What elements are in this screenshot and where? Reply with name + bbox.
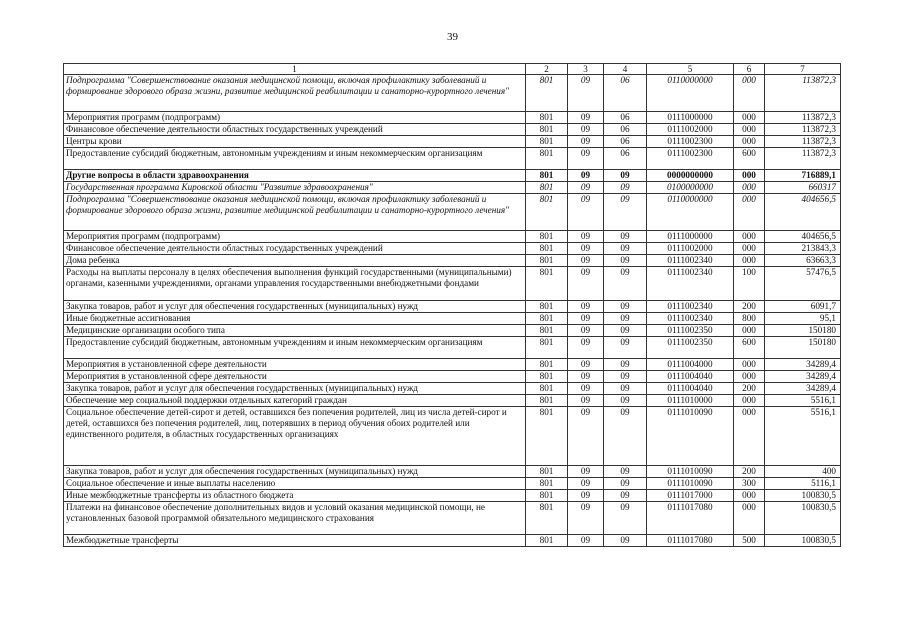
row-code-cell: 801 — [526, 301, 568, 313]
row-expense-type-cell: 000 — [734, 490, 765, 502]
row-expense-type-cell: 000 — [734, 325, 765, 337]
table-row — [64, 371, 841, 383]
row-target-article-cell: 0111010090 — [647, 407, 734, 466]
row-name-cell: Обеспечение мер социальной поддержки отдельных категорий граждан — [64, 395, 526, 407]
row-amount-cell: 113872,3 — [765, 75, 841, 112]
row-subsection-cell: 09 — [604, 325, 647, 337]
row-target-article-cell: 0111004000 — [647, 359, 734, 371]
table-row — [64, 337, 841, 359]
row-code-cell: 801 — [526, 313, 568, 325]
row-amount-cell: 213843,3 — [765, 243, 841, 255]
table-row — [64, 535, 841, 547]
table-row — [64, 490, 841, 502]
row-section-cell: 09 — [568, 124, 604, 136]
row-amount-cell: 660317 — [765, 182, 841, 194]
row-section-cell: 09 — [568, 383, 604, 395]
row-subsection-cell: 09 — [604, 267, 647, 301]
row-amount-cell: 113872,3 — [765, 136, 841, 148]
row-code-cell: 801 — [526, 466, 568, 478]
row-code-cell: 801 — [526, 194, 568, 231]
row-expense-type-cell: 000 — [734, 395, 765, 407]
row-section-cell: 09 — [568, 301, 604, 313]
budget-table — [63, 63, 841, 547]
row-code-cell: 801 — [526, 243, 568, 255]
row-subsection-cell: 09 — [604, 243, 647, 255]
row-amount-cell: 34289,4 — [765, 359, 841, 371]
table-row — [64, 301, 841, 313]
row-section-cell: 09 — [568, 313, 604, 325]
row-name-cell: Финансовое обеспечение деятельности областных государственных учреждений — [64, 243, 526, 255]
table-row — [64, 383, 841, 395]
table-row — [64, 502, 841, 535]
row-amount-cell: 57476,5 — [765, 267, 841, 301]
row-subsection-cell: 09 — [604, 194, 647, 231]
row-name-cell: Подпрограмма "Совершенствование оказания медицинской помощи, включая профилактику заболеваний и формирование здорового образа жизни, развитие медицинской реабилитации и санаторно-курортного лечения" — [64, 194, 526, 231]
table-row — [64, 231, 841, 243]
row-name-cell: Закупка товаров, работ и услуг для обеспечения государственных (муниципальных) нужд — [64, 383, 526, 395]
row-section-cell: 09 — [568, 243, 604, 255]
row-expense-type-cell: 100 — [734, 267, 765, 301]
row-subsection-cell: 09 — [604, 301, 647, 313]
row-name-cell: Другие вопросы в области здравоохранения — [64, 170, 526, 182]
table-row — [64, 325, 841, 337]
column-header: 4 — [604, 64, 647, 75]
row-name-cell: Иные бюджетные ассигнования — [64, 313, 526, 325]
row-expense-type-cell: 000 — [734, 194, 765, 231]
row-section-cell: 09 — [568, 231, 604, 243]
column-header: 1 — [64, 64, 526, 75]
row-target-article-cell: 0111002350 — [647, 325, 734, 337]
row-code-cell: 801 — [526, 255, 568, 267]
table-row — [64, 182, 841, 194]
row-name-cell: Мероприятия в установленной сфере деятельности — [64, 371, 526, 383]
row-target-article-cell: 0110000000 — [647, 194, 734, 231]
row-amount-cell: 113872,3 — [765, 124, 841, 136]
row-code-cell: 801 — [526, 407, 568, 466]
row-subsection-cell: 06 — [604, 124, 647, 136]
row-subsection-cell: 09 — [604, 407, 647, 466]
row-section-cell: 09 — [568, 75, 604, 112]
table-row — [64, 170, 841, 182]
row-amount-cell: 5516,1 — [765, 407, 841, 466]
row-subsection-cell: 06 — [604, 136, 647, 148]
row-name-cell: Закупка товаров, работ и услуг для обеспечения государственных (муниципальных) нужд — [64, 466, 526, 478]
row-code-cell: 801 — [526, 182, 568, 194]
table-row — [64, 255, 841, 267]
row-section-cell: 09 — [568, 337, 604, 359]
row-name-cell: Подпрограмма "Совершенствование оказания медицинской помощи, включая профилактику заболеваний и формирование здорового образа жизни, развитие медицинской реабилитации и санаторно-курортного лечения" — [64, 75, 526, 112]
row-subsection-cell: 09 — [604, 313, 647, 325]
row-code-cell: 801 — [526, 170, 568, 182]
row-section-cell: 09 — [568, 182, 604, 194]
row-target-article-cell: 0111017080 — [647, 535, 734, 547]
table-row — [64, 243, 841, 255]
row-code-cell: 801 — [526, 148, 568, 170]
row-target-article-cell: 0111002300 — [647, 148, 734, 170]
table-row — [64, 194, 841, 231]
row-section-cell: 09 — [568, 255, 604, 267]
row-name-cell: Мероприятия программ (подпрограмм) — [64, 112, 526, 124]
row-amount-cell: 113872,3 — [765, 148, 841, 170]
table-row — [64, 136, 841, 148]
row-code-cell: 801 — [526, 383, 568, 395]
row-amount-cell: 5516,1 — [765, 395, 841, 407]
row-target-article-cell: 0111002350 — [647, 337, 734, 359]
row-code-cell: 801 — [526, 490, 568, 502]
row-section-cell: 09 — [568, 407, 604, 466]
row-amount-cell: 63663,3 — [765, 255, 841, 267]
row-name-cell: Расходы на выплаты персоналу в целях обеспечения выполнения функций государственными (муниципальными) органами, казенными учреждениями, органами управления государственными внебюджетными фондами — [64, 267, 526, 301]
row-name-cell: Социальное обеспечение детей-сирот и детей, оставшихся без попечения родителей, лиц из числа детей-сирот и детей, оставшихся без попечения родителей, лиц, потерявших в период обучения обоих родителей или единственного родителя, в областных государственных организациях — [64, 407, 526, 466]
row-target-article-cell: 0111000000 — [647, 112, 734, 124]
row-target-article-cell: 0110000000 — [647, 75, 734, 112]
row-expense-type-cell: 300 — [734, 478, 765, 490]
column-header: 2 — [526, 64, 568, 75]
row-section-cell: 09 — [568, 325, 604, 337]
table-row — [64, 466, 841, 478]
row-code-cell: 801 — [526, 502, 568, 535]
row-section-cell: 09 — [568, 136, 604, 148]
row-name-cell: Государственная программа Кировской области "Развитие здравоохранения" — [64, 182, 526, 194]
row-section-cell: 09 — [568, 466, 604, 478]
row-expense-type-cell: 800 — [734, 313, 765, 325]
table-row — [64, 395, 841, 407]
row-amount-cell: 5116,1 — [765, 478, 841, 490]
row-subsection-cell: 09 — [604, 502, 647, 535]
row-target-article-cell: 0111010000 — [647, 395, 734, 407]
row-subsection-cell: 09 — [604, 466, 647, 478]
row-amount-cell: 6091,7 — [765, 301, 841, 313]
row-expense-type-cell: 000 — [734, 359, 765, 371]
table-row — [64, 407, 841, 466]
row-name-cell: Мероприятия программ (подпрограмм) — [64, 231, 526, 243]
row-expense-type-cell: 000 — [734, 255, 765, 267]
row-section-cell: 09 — [568, 267, 604, 301]
row-target-article-cell: 0111002340 — [647, 301, 734, 313]
row-name-cell: Иные межбюджетные трансферты из областного бюджета — [64, 490, 526, 502]
row-subsection-cell: 09 — [604, 383, 647, 395]
table-row — [64, 267, 841, 301]
table-header-row — [64, 64, 841, 75]
row-subsection-cell: 06 — [604, 148, 647, 170]
row-name-cell: Центры крови — [64, 136, 526, 148]
row-target-article-cell: 0111010090 — [647, 466, 734, 478]
row-target-article-cell: 0111002340 — [647, 267, 734, 301]
row-code-cell: 801 — [526, 75, 568, 112]
row-target-article-cell: 0111002000 — [647, 124, 734, 136]
row-target-article-cell: 0111004040 — [647, 383, 734, 395]
column-header: 6 — [734, 64, 765, 75]
table-row — [64, 478, 841, 490]
row-target-article-cell: 0111010090 — [647, 478, 734, 490]
row-subsection-cell: 09 — [604, 255, 647, 267]
row-target-article-cell: 0111017000 — [647, 490, 734, 502]
row-subsection-cell: 06 — [604, 112, 647, 124]
row-amount-cell: 716889,1 — [765, 170, 841, 182]
row-expense-type-cell: 000 — [734, 502, 765, 535]
row-subsection-cell: 09 — [604, 182, 647, 194]
row-name-cell: Закупка товаров, работ и услуг для обеспечения государственных (муниципальных) нужд — [64, 301, 526, 313]
row-code-cell: 801 — [526, 136, 568, 148]
column-header: 7 — [765, 64, 841, 75]
row-subsection-cell: 09 — [604, 490, 647, 502]
row-code-cell: 801 — [526, 337, 568, 359]
row-code-cell: 801 — [526, 124, 568, 136]
row-code-cell: 801 — [526, 231, 568, 243]
row-section-cell: 09 — [568, 478, 604, 490]
row-amount-cell: 404656,5 — [765, 194, 841, 231]
row-target-article-cell: 0000000000 — [647, 170, 734, 182]
table-row — [64, 124, 841, 136]
row-amount-cell: 404656,5 — [765, 231, 841, 243]
row-name-cell: Предоставление субсидий бюджетным, автономным учреждениям и иным некоммерческим организациям — [64, 148, 526, 170]
row-amount-cell: 150180 — [765, 325, 841, 337]
row-expense-type-cell: 600 — [734, 337, 765, 359]
row-expense-type-cell: 000 — [734, 231, 765, 243]
row-subsection-cell: 09 — [604, 170, 647, 182]
table-row — [64, 112, 841, 124]
row-code-cell: 801 — [526, 267, 568, 301]
row-subsection-cell: 09 — [604, 535, 647, 547]
row-expense-type-cell: 000 — [734, 112, 765, 124]
table-row — [64, 313, 841, 325]
table-row — [64, 75, 841, 112]
row-target-article-cell: 0111002340 — [647, 255, 734, 267]
row-expense-type-cell: 000 — [734, 136, 765, 148]
table-row — [64, 359, 841, 371]
row-subsection-cell: 09 — [604, 371, 647, 383]
row-subsection-cell: 09 — [604, 478, 647, 490]
row-expense-type-cell: 000 — [734, 170, 765, 182]
row-name-cell: Предоставление субсидий бюджетным, автономным учреждениям и иным некоммерческим организациям — [64, 337, 526, 359]
row-expense-type-cell: 200 — [734, 466, 765, 478]
row-name-cell: Межбюджетные трансферты — [64, 535, 526, 547]
table-row — [64, 148, 841, 170]
row-amount-cell: 100830,5 — [765, 490, 841, 502]
row-expense-type-cell: 000 — [734, 371, 765, 383]
row-section-cell: 09 — [568, 502, 604, 535]
row-subsection-cell: 09 — [604, 395, 647, 407]
row-target-article-cell: 0111002340 — [647, 313, 734, 325]
row-expense-type-cell: 600 — [734, 148, 765, 170]
row-name-cell: Дома ребенка — [64, 255, 526, 267]
column-header: 5 — [647, 64, 734, 75]
row-amount-cell: 113872,3 — [765, 112, 841, 124]
row-section-cell: 09 — [568, 395, 604, 407]
row-section-cell: 09 — [568, 371, 604, 383]
row-section-cell: 09 — [568, 170, 604, 182]
row-target-article-cell: 0111002300 — [647, 136, 734, 148]
row-section-cell: 09 — [568, 535, 604, 547]
row-expense-type-cell: 500 — [734, 535, 765, 547]
row-name-cell: Социальное обеспечение и иные выплаты населению — [64, 478, 526, 490]
row-amount-cell: 400 — [765, 466, 841, 478]
row-amount-cell: 100830,5 — [765, 535, 841, 547]
row-code-cell: 801 — [526, 359, 568, 371]
row-name-cell: Платежи на финансовое обеспечение дополнительных видов и условий оказания медицинской помощи, не установленных базовой программой обязательного медицинского страхования — [64, 502, 526, 535]
row-name-cell: Финансовое обеспечение деятельности областных государственных учреждений — [64, 124, 526, 136]
row-section-cell: 09 — [568, 490, 604, 502]
row-code-cell: 801 — [526, 112, 568, 124]
row-name-cell: Медицинские организации особого типа — [64, 325, 526, 337]
row-code-cell: 801 — [526, 535, 568, 547]
row-expense-type-cell: 000 — [734, 243, 765, 255]
page-number: 39 — [447, 31, 458, 43]
column-header: 3 — [568, 64, 604, 75]
row-section-cell: 09 — [568, 148, 604, 170]
row-subsection-cell: 09 — [604, 231, 647, 243]
row-code-cell: 801 — [526, 325, 568, 337]
row-expense-type-cell: 200 — [734, 301, 765, 313]
row-target-article-cell: 0111002000 — [647, 243, 734, 255]
row-expense-type-cell: 000 — [734, 75, 765, 112]
row-subsection-cell: 09 — [604, 337, 647, 359]
row-code-cell: 801 — [526, 371, 568, 383]
row-subsection-cell: 09 — [604, 359, 647, 371]
row-target-article-cell: 0111000000 — [647, 231, 734, 243]
row-section-cell: 09 — [568, 359, 604, 371]
row-amount-cell: 95,1 — [765, 313, 841, 325]
row-amount-cell: 34289,4 — [765, 371, 841, 383]
row-code-cell: 801 — [526, 395, 568, 407]
row-expense-type-cell: 000 — [734, 124, 765, 136]
row-amount-cell: 150180 — [765, 337, 841, 359]
row-expense-type-cell: 000 — [734, 407, 765, 466]
row-name-cell: Мероприятия в установленной сфере деятельности — [64, 359, 526, 371]
row-section-cell: 09 — [568, 194, 604, 231]
row-target-article-cell: 0100000000 — [647, 182, 734, 194]
row-code-cell: 801 — [526, 478, 568, 490]
row-subsection-cell: 06 — [604, 75, 647, 112]
row-amount-cell: 100830,5 — [765, 502, 841, 535]
row-section-cell: 09 — [568, 112, 604, 124]
row-expense-type-cell: 000 — [734, 182, 765, 194]
row-target-article-cell: 0111017080 — [647, 502, 734, 535]
row-expense-type-cell: 200 — [734, 383, 765, 395]
row-target-article-cell: 0111004040 — [647, 371, 734, 383]
row-amount-cell: 34289,4 — [765, 383, 841, 395]
